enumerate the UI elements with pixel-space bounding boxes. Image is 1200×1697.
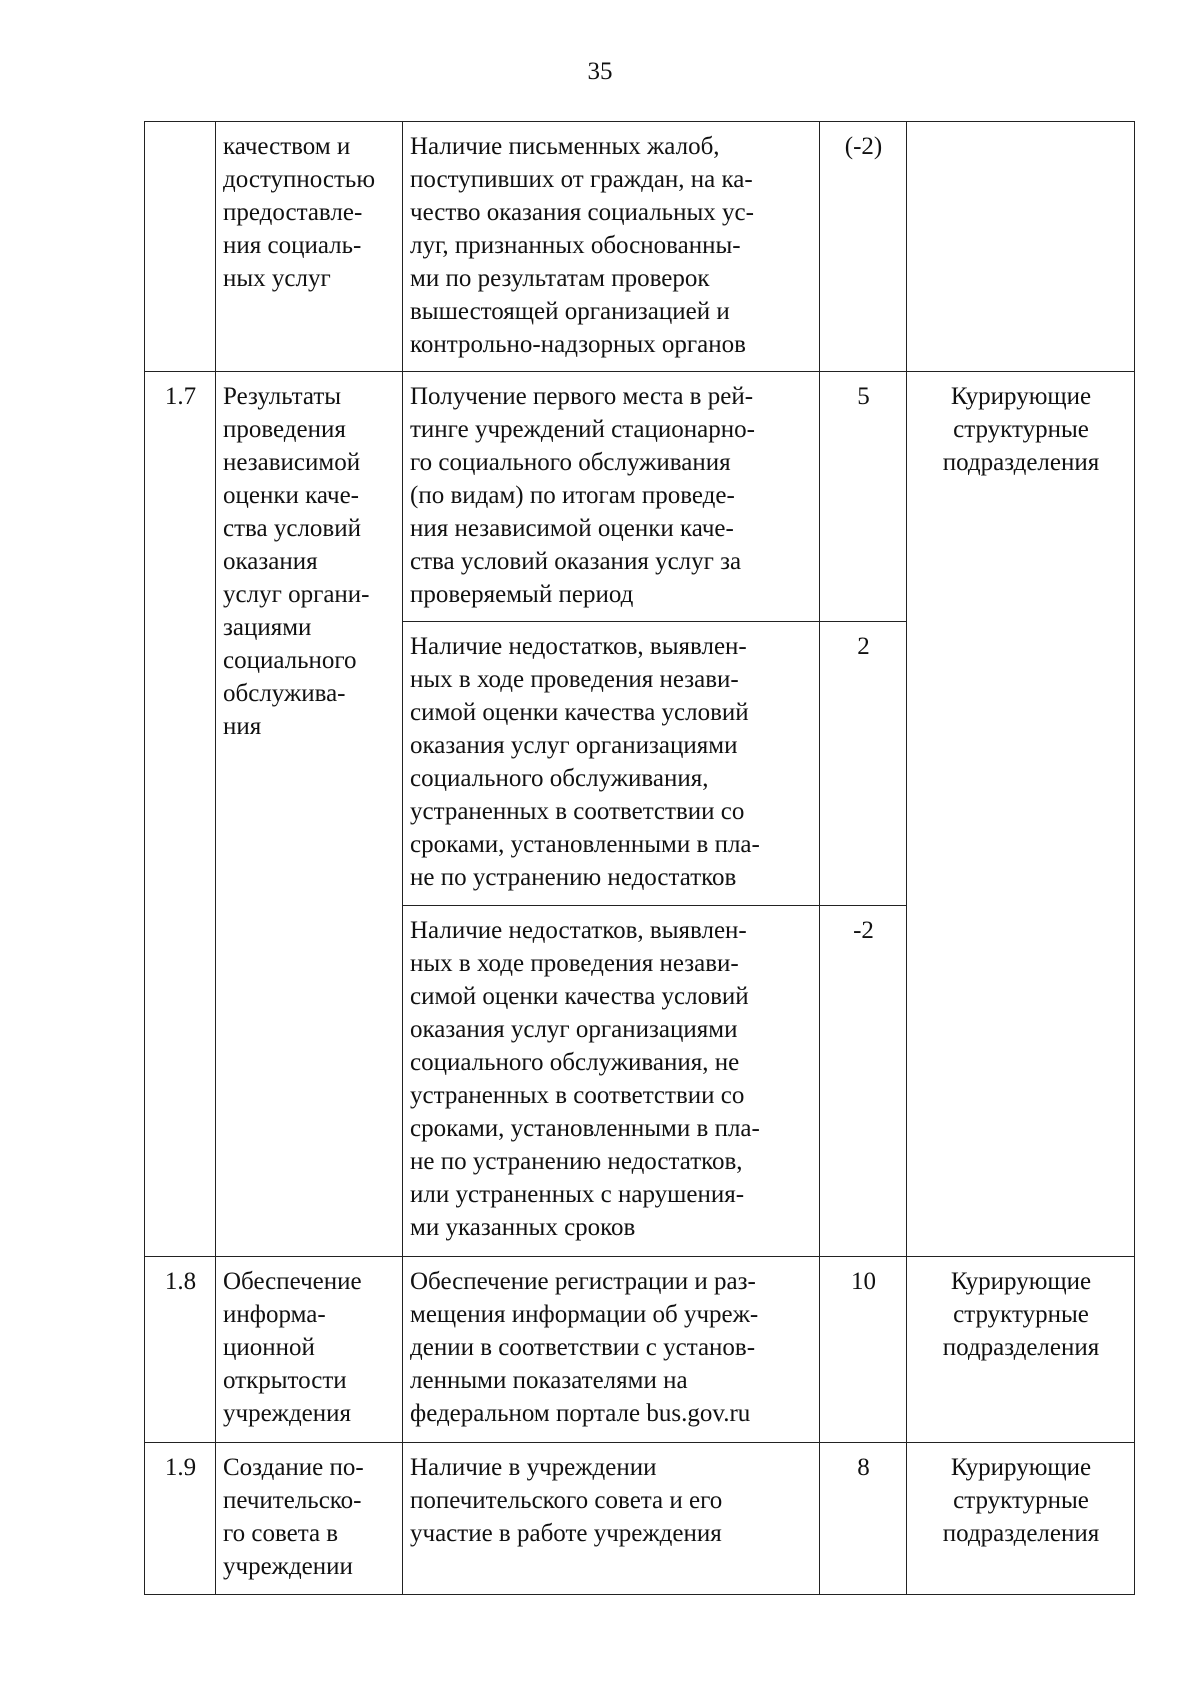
row-number: 1.7 <box>145 372 216 1257</box>
criteria-table <box>144 121 1135 1595</box>
row-number: 1.8 <box>145 1257 216 1443</box>
responsible-cell <box>907 122 1135 372</box>
score-cell: -2 <box>820 906 907 1257</box>
score-cell: 2 <box>820 622 907 906</box>
table-row <box>145 372 1135 622</box>
criterion-name: Обеспечение информа- ционной открытости учреждения <box>216 1257 403 1443</box>
criterion-indicator: Наличие в учреждении попечительского совета и его участие в работе учреждения <box>403 1443 820 1595</box>
table-row <box>145 122 1135 372</box>
table-row <box>145 1257 1135 1443</box>
criterion-indicator: Получение первого места в рей- тинге учреждений стационарно- го социального обслуживания (по видам) по итогам проведе- ния независимой оценки каче- ства условий оказания услуг за проверяемый период <box>403 372 820 622</box>
score-cell: 5 <box>820 372 907 622</box>
page-number: 35 <box>587 58 613 85</box>
row-number: 1.9 <box>145 1443 216 1595</box>
responsible-cell: Курирующие структурные подразделения <box>907 1257 1135 1443</box>
table-row <box>145 1443 1135 1595</box>
criterion-indicator: Обеспечение регистрации и раз- мещения информации об учреж- дении в соответствии с установ- ленными показателями на федеральном портале bus.gov.ru <box>403 1257 820 1443</box>
score-cell: 8 <box>820 1443 907 1595</box>
criterion-name: качеством и доступностью предоставле- ния социаль- ных услуг <box>216 122 403 372</box>
score-cell: (-2) <box>820 122 907 372</box>
criterion-name: Результаты проведения независимой оценки каче- ства условий оказания услуг органи- зациями социального обслужива- ния <box>216 372 403 1257</box>
criterion-name: Создание по- печительско- го совета в учреждении <box>216 1443 403 1595</box>
criterion-indicator: Наличие недостатков, выявлен- ных в ходе проведения незави- симой оценки качества условий оказания услуг организациями социального обслуживания, устраненных в соответствии со сроками, установленными в пла- не по устранению недостатков <box>403 622 820 906</box>
responsible-cell: Курирующие структурные подразделения <box>907 372 1135 1257</box>
criterion-indicator: Наличие недостатков, выявлен- ных в ходе проведения незави- симой оценки качества условий оказания услуг организациями социального обслуживания, не устраненных в соответствии со сроками, установленными в пла- не по устранению недостатков, или устраненных с нарушения- ми указанных сроков <box>403 906 820 1257</box>
row-number <box>145 122 216 372</box>
score-cell: 10 <box>820 1257 907 1443</box>
criterion-indicator: Наличие письменных жалоб, поступивших от граждан, на ка- чество оказания социальных ус- луг, признанных обоснованны- ми по результатам проверок вышестоящей организацией и контрольно-надзорных органов <box>403 122 820 372</box>
responsible-cell: Курирующие структурные подразделения <box>907 1443 1135 1595</box>
